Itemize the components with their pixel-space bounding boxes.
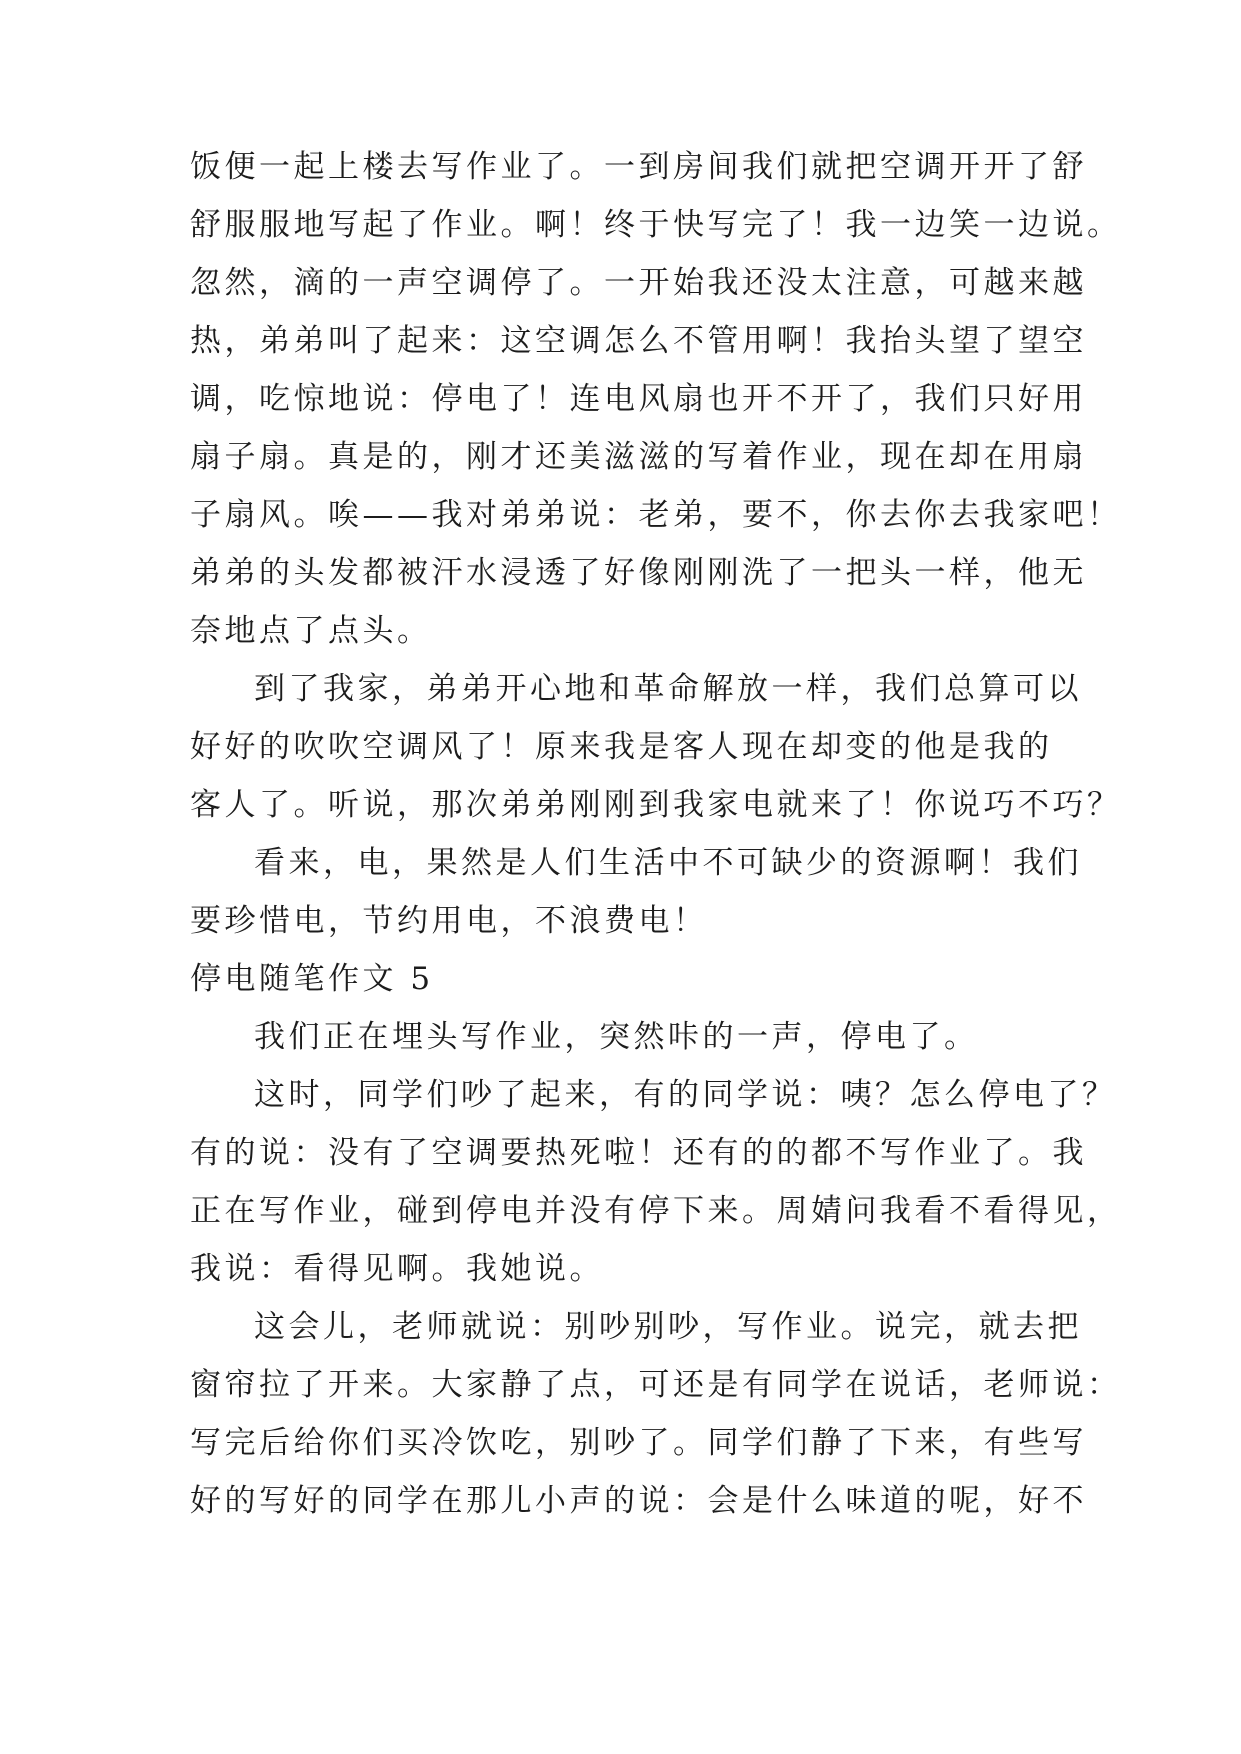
text-line: 好的写好的同学在那儿小声的说：会是什么味道的呢，好不 <box>190 1483 1087 1519</box>
text-line: 弟弟的头发都被汗水浸透了好像刚刚洗了一把头一样，他无 <box>190 555 1087 591</box>
text-line: 我们正在埋头写作业，突然咔的一声，停电了。 <box>254 1019 979 1055</box>
text-line: 这会儿，老师就说：别吵别吵，写作业。说完，就去把 <box>254 1309 1082 1345</box>
text-line: 到了我家，弟弟开心地和革命解放一样，我们总算可以 <box>254 671 1082 707</box>
text-line: 客人了。听说，那次弟弟刚刚到我家电就来了！你说巧不巧？ <box>190 787 1122 823</box>
text-line: 扇子扇。真是的，刚才还美滋滋的写着作业，现在却在用扇 <box>190 439 1087 475</box>
text-line: 奈地点了点头。 <box>190 613 432 649</box>
text-line: 正在写作业，碰到停电并没有停下来。周婧问我看不看得见， <box>190 1193 1122 1229</box>
text-line: 要珍惜电，节约用电，不浪费电！ <box>190 903 708 939</box>
text-line: 饭便一起上楼去写作业了。一到房间我们就把空调开开了舒 <box>190 149 1087 185</box>
text-line: 忽然，滴的一声空调停了。一开始我还没太注意，可越来越 <box>190 265 1087 301</box>
text-line: 舒服服地写起了作业。啊！终于快写完了！我一边笑一边说。 <box>190 207 1122 243</box>
text-line: 子扇风。唉——我对弟弟说：老弟，要不，你去你去我家吧！ <box>190 497 1122 533</box>
text-line: 有的说：没有了空调要热死啦！还有的的都不写作业了。我 <box>190 1135 1087 1171</box>
text-line: 写完后给你们买冷饮吃，别吵了。同学们静了下来，有些写 <box>190 1425 1087 1461</box>
text-line: 好好的吹吹空调风了！原来我是客人现在却变的他是我的 <box>190 729 1053 765</box>
text-line: 这时，同学们吵了起来，有的同学说：咦？怎么停电了？ <box>254 1077 1117 1113</box>
text-line: 看来，电，果然是人们生活中不可缺少的资源啊！我们 <box>254 845 1082 881</box>
text-line: 我说：看得见啊。我她说。 <box>190 1251 604 1287</box>
text-line: 窗帘拉了开来。大家静了点，可还是有同学在说话，老师说： <box>190 1367 1122 1403</box>
text-line: 调，吃惊地说：停电了！连电风扇也开不开了，我们只好用 <box>190 381 1087 417</box>
section-heading: 停电随笔作文 5 <box>190 961 434 997</box>
text-line: 热，弟弟叫了起来：这空调怎么不管用啊！我抬头望了望空 <box>190 323 1087 359</box>
